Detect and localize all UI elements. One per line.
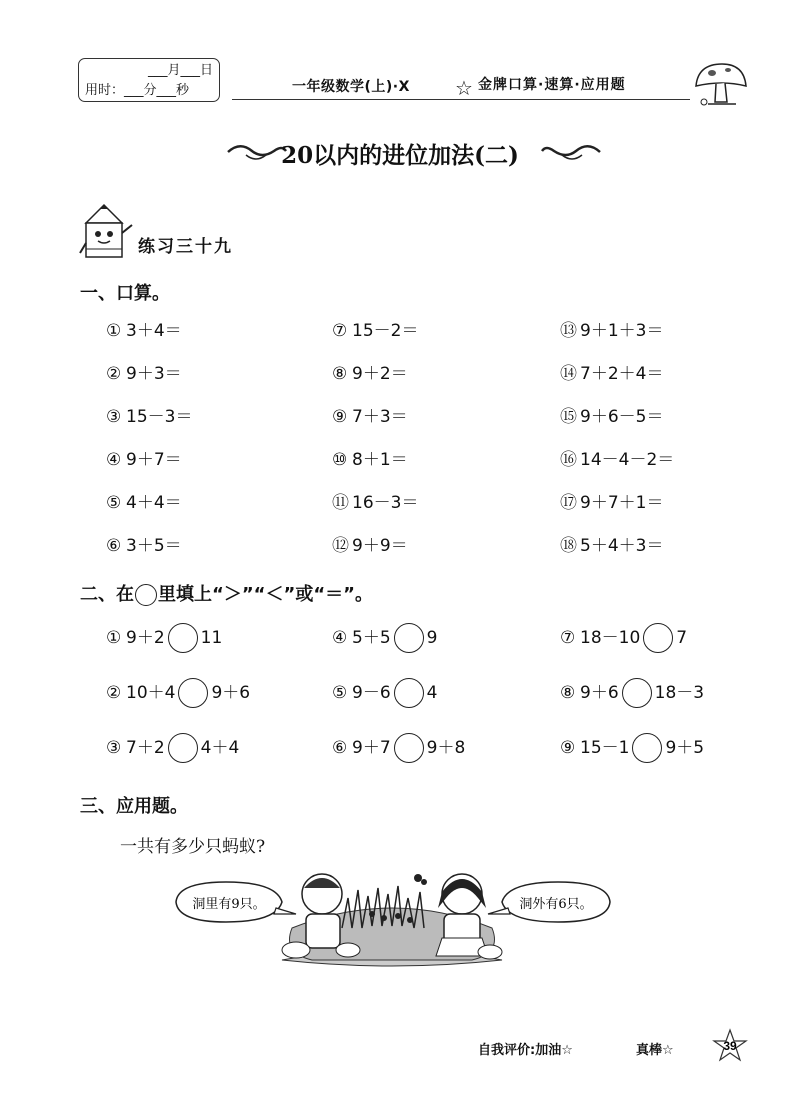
item-number: ⑯ (560, 450, 577, 470)
ant-hole-illustration (172, 868, 612, 970)
item-number: ⑩ (332, 450, 348, 470)
exercise-title: 练习三十九 (138, 237, 233, 257)
comparison-left: 7＋2 (126, 738, 165, 758)
mental-math-item (332, 445, 408, 470)
comparison-item (106, 623, 222, 653)
item-number: ⑭ (560, 364, 577, 384)
section2-title (80, 580, 373, 606)
comparison-left: 9＋7 (352, 738, 391, 758)
answer-circle[interactable] (394, 623, 424, 653)
comparison-right: 9＋6 (211, 683, 251, 703)
item-expression: 9＋7＝ (126, 450, 182, 470)
comparison-right: 4 (426, 683, 438, 703)
item-number: ① (106, 628, 122, 648)
mushroom-icon (692, 60, 748, 110)
comparison-right: 18－3 (654, 683, 705, 703)
comparison-left: 18－10 (580, 628, 641, 648)
mental-math-item (332, 402, 408, 427)
comparison-item (106, 678, 250, 708)
answer-circle-sample (135, 584, 157, 606)
item-expression: 9＋6－5＝ (580, 407, 664, 427)
mental-math-item (106, 531, 182, 556)
item-number: ⑮ (560, 407, 577, 427)
date-time-box (78, 58, 220, 102)
series-title: 金牌口算·速算·应用题 (478, 77, 626, 93)
mental-math-item (106, 402, 192, 427)
page-title: 20以内的进位加法(二) (281, 142, 519, 169)
item-expression: 3＋5＝ (126, 536, 182, 556)
item-number: ⑧ (332, 364, 348, 384)
item-expression: 14－4－2＝ (580, 450, 675, 470)
comparison-right: 4＋4 (200, 738, 240, 758)
comparison-left: 10＋4 (126, 683, 176, 703)
mental-math-item (332, 316, 418, 341)
item-number: ⑤ (106, 493, 122, 513)
mental-math-item (560, 359, 663, 384)
item-expression: 9＋9＝ (352, 536, 408, 556)
comparison-item (332, 678, 437, 708)
item-number: ⑦ (560, 628, 576, 648)
mental-math-item (332, 531, 408, 556)
item-number: ④ (106, 450, 122, 470)
self-evaluation: 自我评价:加油☆ (478, 1043, 573, 1058)
mental-math-item (560, 445, 674, 470)
item-expression: 7＋3＝ (352, 407, 408, 427)
item-number: ③ (106, 407, 122, 427)
mental-math-item (332, 359, 408, 384)
item-number: ⑪ (332, 493, 349, 513)
item-number: ⑰ (560, 493, 577, 513)
section2-title-post: 里填上“＞”“＜”或“＝”。 (158, 584, 373, 605)
comparison-item (332, 623, 437, 653)
star-icon: ☆ (455, 76, 473, 100)
page-number-star (712, 1028, 748, 1064)
item-number: ⑨ (560, 738, 576, 758)
comparison-right: 9＋5 (665, 738, 705, 758)
comparison-left: 9－6 (352, 683, 391, 703)
comparison-right: 9 (426, 628, 438, 648)
section1-title: 一、口算。 (80, 283, 170, 304)
comparison-item (560, 623, 687, 653)
date-line: ___月___日 (147, 63, 213, 78)
great-rating: 真棒☆ (636, 1043, 674, 1058)
item-number: ⑦ (332, 321, 348, 341)
item-expression: 15－2＝ (352, 321, 419, 341)
answer-circle[interactable] (394, 733, 424, 763)
comparison-left: 9＋2 (126, 628, 165, 648)
mental-math-item (106, 359, 182, 384)
item-number: ⑥ (332, 738, 348, 758)
item-expression: 15－3＝ (126, 407, 193, 427)
item-number: ⑧ (560, 683, 576, 703)
item-expression: 9＋3＝ (126, 364, 182, 384)
mental-math-item (560, 531, 663, 556)
answer-circle[interactable] (168, 733, 198, 763)
word-problem-question: 一共有多少只蚂蚁? (120, 837, 266, 857)
item-expression: 16－3＝ (352, 493, 419, 513)
mental-math-item (106, 316, 182, 341)
item-number: ⑤ (332, 683, 348, 703)
page-number: 39 (723, 1039, 737, 1053)
item-expression: 7＋2＋4＝ (580, 364, 664, 384)
answer-circle[interactable] (178, 678, 208, 708)
item-expression: 8＋1＝ (352, 450, 408, 470)
item-expression: 9＋1＋3＝ (580, 321, 664, 341)
item-number: ⑨ (332, 407, 348, 427)
swirl-ornament-right (540, 139, 602, 165)
comparison-item (560, 678, 704, 708)
section2-title-pre: 二、在 (80, 584, 134, 605)
section3-title: 三、应用题。 (80, 796, 188, 817)
bubble-right-text: 洞外有6只。 (519, 897, 593, 912)
item-expression: 5＋4＋3＝ (580, 536, 664, 556)
item-expression: 3＋4＝ (126, 321, 182, 341)
item-number: ② (106, 683, 122, 703)
mental-math-item (106, 488, 182, 513)
book-title: 一年级数学(上)·X (292, 79, 410, 95)
mental-math-item (332, 488, 418, 513)
item-number: ⑱ (560, 536, 577, 556)
item-number: ⑫ (332, 536, 349, 556)
comparison-item (106, 733, 239, 763)
comparison-left: 5＋5 (352, 628, 391, 648)
bubble-left-text: 洞里有9只。 (192, 897, 266, 912)
comparison-right: 11 (200, 628, 223, 648)
comparison-left: 15－1 (580, 738, 630, 758)
item-expression: 9＋7＋1＝ (580, 493, 664, 513)
item-number: ③ (106, 738, 122, 758)
item-number: ⑬ (560, 321, 577, 341)
time-line: 用时：___分___秒 (85, 83, 190, 98)
comparison-item (560, 733, 704, 763)
item-number: ① (106, 321, 122, 341)
mental-math-item (560, 402, 663, 427)
answer-circle[interactable] (168, 623, 198, 653)
mental-math-item (106, 445, 182, 470)
comparison-right: 7 (676, 628, 688, 648)
answer-circle[interactable] (643, 623, 673, 653)
item-number: ⑥ (106, 536, 122, 556)
mental-math-item (560, 488, 663, 513)
answer-circle[interactable] (632, 733, 662, 763)
item-number: ② (106, 364, 122, 384)
answer-circle[interactable] (394, 678, 424, 708)
answer-circle[interactable] (622, 678, 652, 708)
item-number: ④ (332, 628, 348, 648)
comparison-left: 9＋6 (580, 683, 619, 703)
comparison-item (332, 733, 465, 763)
comparison-right: 9＋8 (426, 738, 466, 758)
item-expression: 9＋2＝ (352, 364, 408, 384)
mental-math-item (560, 316, 663, 341)
item-expression: 4＋4＝ (126, 493, 182, 513)
pencil-mascot-icon (78, 203, 134, 263)
